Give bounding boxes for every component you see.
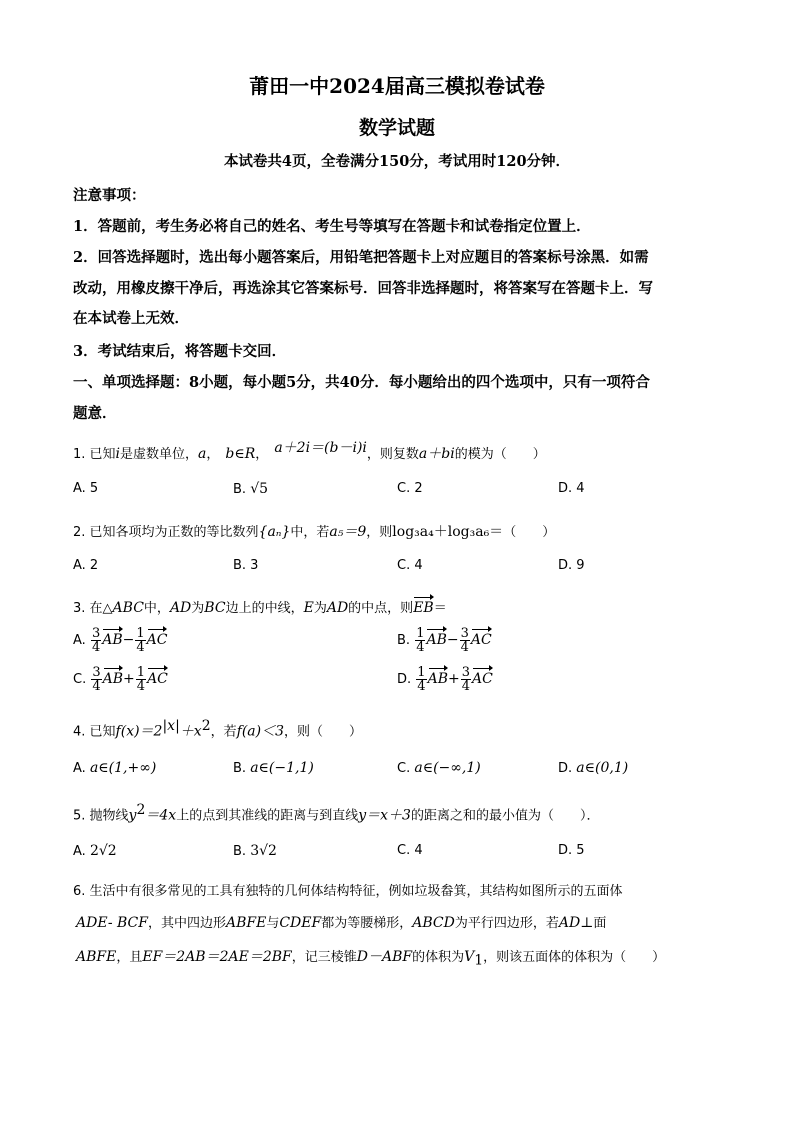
fraction xyxy=(136,666,146,693)
q5-option-d: D. 5 xyxy=(558,843,585,858)
fraction xyxy=(416,666,426,693)
q5-option-a xyxy=(73,843,117,859)
numerator: 3 xyxy=(460,626,469,641)
q6-pyramid: D－ABF xyxy=(356,949,413,965)
denominator: 4 xyxy=(417,679,426,694)
q4-option-c-value: a∈(−∞,1) xyxy=(414,760,481,776)
denominator: 4 xyxy=(92,679,101,694)
fraction xyxy=(460,627,470,654)
minus-sign: − xyxy=(122,632,135,648)
q5-text: 上的点到其准线的距离与到直线 xyxy=(176,808,359,824)
numerator: 1 xyxy=(416,626,425,641)
q3-triangle: ABC xyxy=(112,600,144,616)
q3-text: 为 xyxy=(191,601,205,616)
notice-item-1: 1．答题前，考生务必将自己的姓名、考生号等填写在答题卡和试卷指定位置上． xyxy=(73,218,591,235)
q6-text: ，其中四边形 xyxy=(147,916,226,931)
fraction xyxy=(135,627,145,654)
question-5 xyxy=(73,802,599,824)
q1-equation: a＋2i＝(b－i)i xyxy=(274,440,367,456)
q5-option-a-value: 2√2 xyxy=(89,843,117,859)
q3-segment-ad: AD xyxy=(326,600,349,616)
q2-text: （ ） xyxy=(503,525,556,540)
q1-text: 是虚数单位， xyxy=(120,447,199,462)
q4-option-d-value: a∈(0,1) xyxy=(576,760,629,776)
q3-option-d xyxy=(397,666,493,693)
question-2 xyxy=(73,521,555,541)
q1-text: 的模为（ ） xyxy=(454,447,546,462)
q3-text: 的中点，则 xyxy=(348,601,414,616)
q6-text: 都为等腰梯形， xyxy=(321,916,413,931)
q4-option-d-label: D. xyxy=(558,761,573,776)
denominator: 4 xyxy=(136,640,145,655)
q1-option-b-label: B. xyxy=(233,482,247,497)
q3-vector-eb: EB xyxy=(413,595,434,616)
fraction xyxy=(91,627,101,654)
q4-function: ＋x xyxy=(179,723,202,740)
exam-subtitle: 数学试题 xyxy=(358,117,435,139)
q1-text: ， xyxy=(206,447,220,462)
q6-perpendicular: AD⊥ xyxy=(558,915,594,931)
q4-option-a-label: A. xyxy=(73,761,86,776)
numerator: 1 xyxy=(136,665,146,680)
q2-option-a: A. 2 xyxy=(73,558,99,573)
numerator: 1 xyxy=(417,665,426,680)
section-heading-line-1: 一、单项选择题：8小题，每小题5分，共40分．每小题给出的四个选项中，只有一项符合 xyxy=(73,374,650,391)
q2-sequence: {aₙ} xyxy=(258,524,291,540)
q6-volume-subscript: 1 xyxy=(474,952,484,969)
fraction xyxy=(91,666,101,693)
q6-volume: V xyxy=(464,949,475,965)
q4-text: ，若 xyxy=(210,724,237,740)
denominator: 4 xyxy=(461,679,470,694)
notice-item-2-line-1: 2．回答选择题时，选出每小题答案后，用铅笔把答题卡上对应题目的答案标号涂黑．如需 xyxy=(73,249,649,266)
q5-line: y＝x＋3 xyxy=(358,807,411,824)
q5-parabola: ＝4x xyxy=(145,807,177,824)
section-heading-line-2: 题意． xyxy=(73,405,117,422)
q3-text: 中， xyxy=(143,601,170,616)
q2-option-c: C. 4 xyxy=(397,558,423,573)
q5-parabola: y xyxy=(128,807,137,824)
q3-text: ＝ xyxy=(433,601,447,616)
q4-function: f(x)＝2 xyxy=(115,723,163,740)
q1-option-b xyxy=(233,481,268,497)
q5-text: 的距离之和的最小值为（ ）． xyxy=(410,808,600,824)
q6-quad-abfe: ABFE xyxy=(76,949,117,965)
q3-option-b xyxy=(397,627,492,654)
q6-text: 的体积为 xyxy=(412,950,465,965)
q3-text: 边上的中线， xyxy=(225,601,304,616)
q1-i: i xyxy=(115,446,121,462)
q4-option-a-value: a∈(1,+∞) xyxy=(89,760,157,776)
question-6-line-2 xyxy=(76,912,606,931)
vector-ac: AC xyxy=(147,666,168,687)
q2-text: 2. 已知各项均为正数的等比数列 xyxy=(73,525,259,540)
notice-item-3: 3．考试结束后，将答题卡交回． xyxy=(73,343,287,360)
q2-condition: a₅＝9 xyxy=(329,524,367,540)
q5-option-b-value: 3√2 xyxy=(250,843,277,859)
q1-text: 1. 已知 xyxy=(73,447,116,462)
q5-text: 5. 抛物线 xyxy=(73,808,129,824)
q6-text: ，则该五面体的体积为（ ） xyxy=(483,950,666,965)
q1-option-a: A. 5 xyxy=(73,481,99,496)
denominator: 4 xyxy=(416,640,425,655)
notice-heading: 注意事项： xyxy=(73,187,146,204)
q4-text: 4. 已知 xyxy=(73,724,116,740)
q4-text: ，则（ ） xyxy=(284,724,363,740)
q2-text: 中，若 xyxy=(290,525,330,540)
q6-text: ，记三棱锥 xyxy=(291,950,357,965)
q4-option-b-label: B. xyxy=(233,761,247,776)
q3-segment-ad: AD xyxy=(169,600,192,616)
q1-text: ， xyxy=(255,447,269,462)
q3-text: 为 xyxy=(313,601,327,616)
q3-text: 3. 在△ xyxy=(73,601,113,616)
q1-a: a xyxy=(198,446,207,462)
q4-exponent: |x| xyxy=(162,718,180,734)
vector-ac: AC xyxy=(147,627,168,648)
question-6-line-3 xyxy=(76,946,665,969)
question-1 xyxy=(73,440,546,463)
q5-option-a-label: A. xyxy=(73,844,86,859)
q5-square: 2 xyxy=(136,802,146,818)
question-4 xyxy=(73,718,362,740)
notice-item-2-line-3: 在本试卷上无效． xyxy=(73,310,189,327)
q1-option-d: D. 4 xyxy=(558,481,585,496)
vector-ab: AB xyxy=(102,627,122,648)
numerator: 1 xyxy=(136,626,145,641)
q1-option-c: C. 2 xyxy=(397,481,423,496)
q4-option-b-value: a∈(−1,1) xyxy=(250,760,314,776)
q3-option-d-label: D. xyxy=(397,672,412,687)
q2-option-b: B. 3 xyxy=(233,558,259,573)
q3-option-b-label: B. xyxy=(397,633,411,648)
q3-option-a-label: A. xyxy=(73,633,86,648)
q5-option-b-label: B. xyxy=(233,844,247,859)
q3-point-e: E xyxy=(303,600,314,616)
minus-sign: − xyxy=(446,632,459,648)
q3-option-a xyxy=(73,627,167,654)
q6-quad-abcd: ABCD xyxy=(412,915,455,931)
q6-quad-cdef: CDEF xyxy=(279,915,322,931)
q6-text: 为平行四边形，若 xyxy=(454,916,559,931)
q6-solid: ADE- BCF xyxy=(76,915,148,931)
q6-text: ，且 xyxy=(116,950,143,965)
q6-equation: EF＝2AB＝2AE＝2BF xyxy=(142,949,292,965)
q5-option-c: C. 4 xyxy=(397,843,423,858)
notice-item-2-line-2: 改动，用橡皮擦干净后，再选涂其它答案标号．回答非选择题时，将答案写在答题卡上．写 xyxy=(73,280,653,297)
question-3 xyxy=(73,595,447,616)
q5-option-b xyxy=(233,843,277,859)
vector-ab: AB xyxy=(103,666,123,687)
q4-square: 2 xyxy=(201,718,211,734)
q6-text: 面 xyxy=(593,916,607,931)
fraction xyxy=(415,627,425,654)
exam-title: 莆田一中2024届高三模拟卷试卷 xyxy=(249,74,545,98)
question-6-line-1: 6. 生活中有很多常见的工具有独特的几何体结构特征，例如垃圾畚箕，其结构如图所示的五面体 xyxy=(73,884,623,899)
vector-ab: AB xyxy=(428,666,448,687)
q1-complex: a＋bi xyxy=(418,446,455,462)
fraction xyxy=(461,666,471,693)
q4-condition: f(a)＜3 xyxy=(236,723,285,740)
q6-text: 与 xyxy=(266,916,280,931)
numerator: 3 xyxy=(461,665,470,680)
plus-sign: + xyxy=(447,671,460,687)
q1-b-in-r: b∈R xyxy=(225,446,256,462)
q3-option-c xyxy=(73,666,168,693)
exam-info: 本试卷共4页，全卷满分150分，考试用时120分钟． xyxy=(223,153,571,170)
q2-text: ，则 xyxy=(366,525,393,540)
q3-segment-bc: BC xyxy=(204,600,226,616)
q4-option-b xyxy=(233,760,314,776)
q4-option-a xyxy=(73,760,156,776)
q1-text: ，则复数 xyxy=(366,447,419,462)
denominator: 4 xyxy=(136,679,146,694)
vector-ac: AC xyxy=(471,627,492,648)
q4-option-c-label: C. xyxy=(397,761,411,776)
numerator: 3 xyxy=(91,626,101,641)
vector-ab: AB xyxy=(426,627,446,648)
denominator: 4 xyxy=(91,640,101,655)
denominator: 4 xyxy=(460,640,469,655)
q6-quad-abfe: ABFE xyxy=(225,915,267,931)
q4-option-d xyxy=(558,760,628,776)
q1-option-b-value: √5 xyxy=(250,481,269,497)
q3-option-c-label: C. xyxy=(73,672,87,687)
q2-expression: log₃a₄＋log₃a₆＝ xyxy=(392,524,504,540)
q2-option-d: D. 9 xyxy=(558,558,585,573)
plus-sign: + xyxy=(123,671,135,687)
q4-option-c xyxy=(397,760,481,776)
numerator: 3 xyxy=(92,665,101,680)
vector-ac: AC xyxy=(472,666,493,687)
